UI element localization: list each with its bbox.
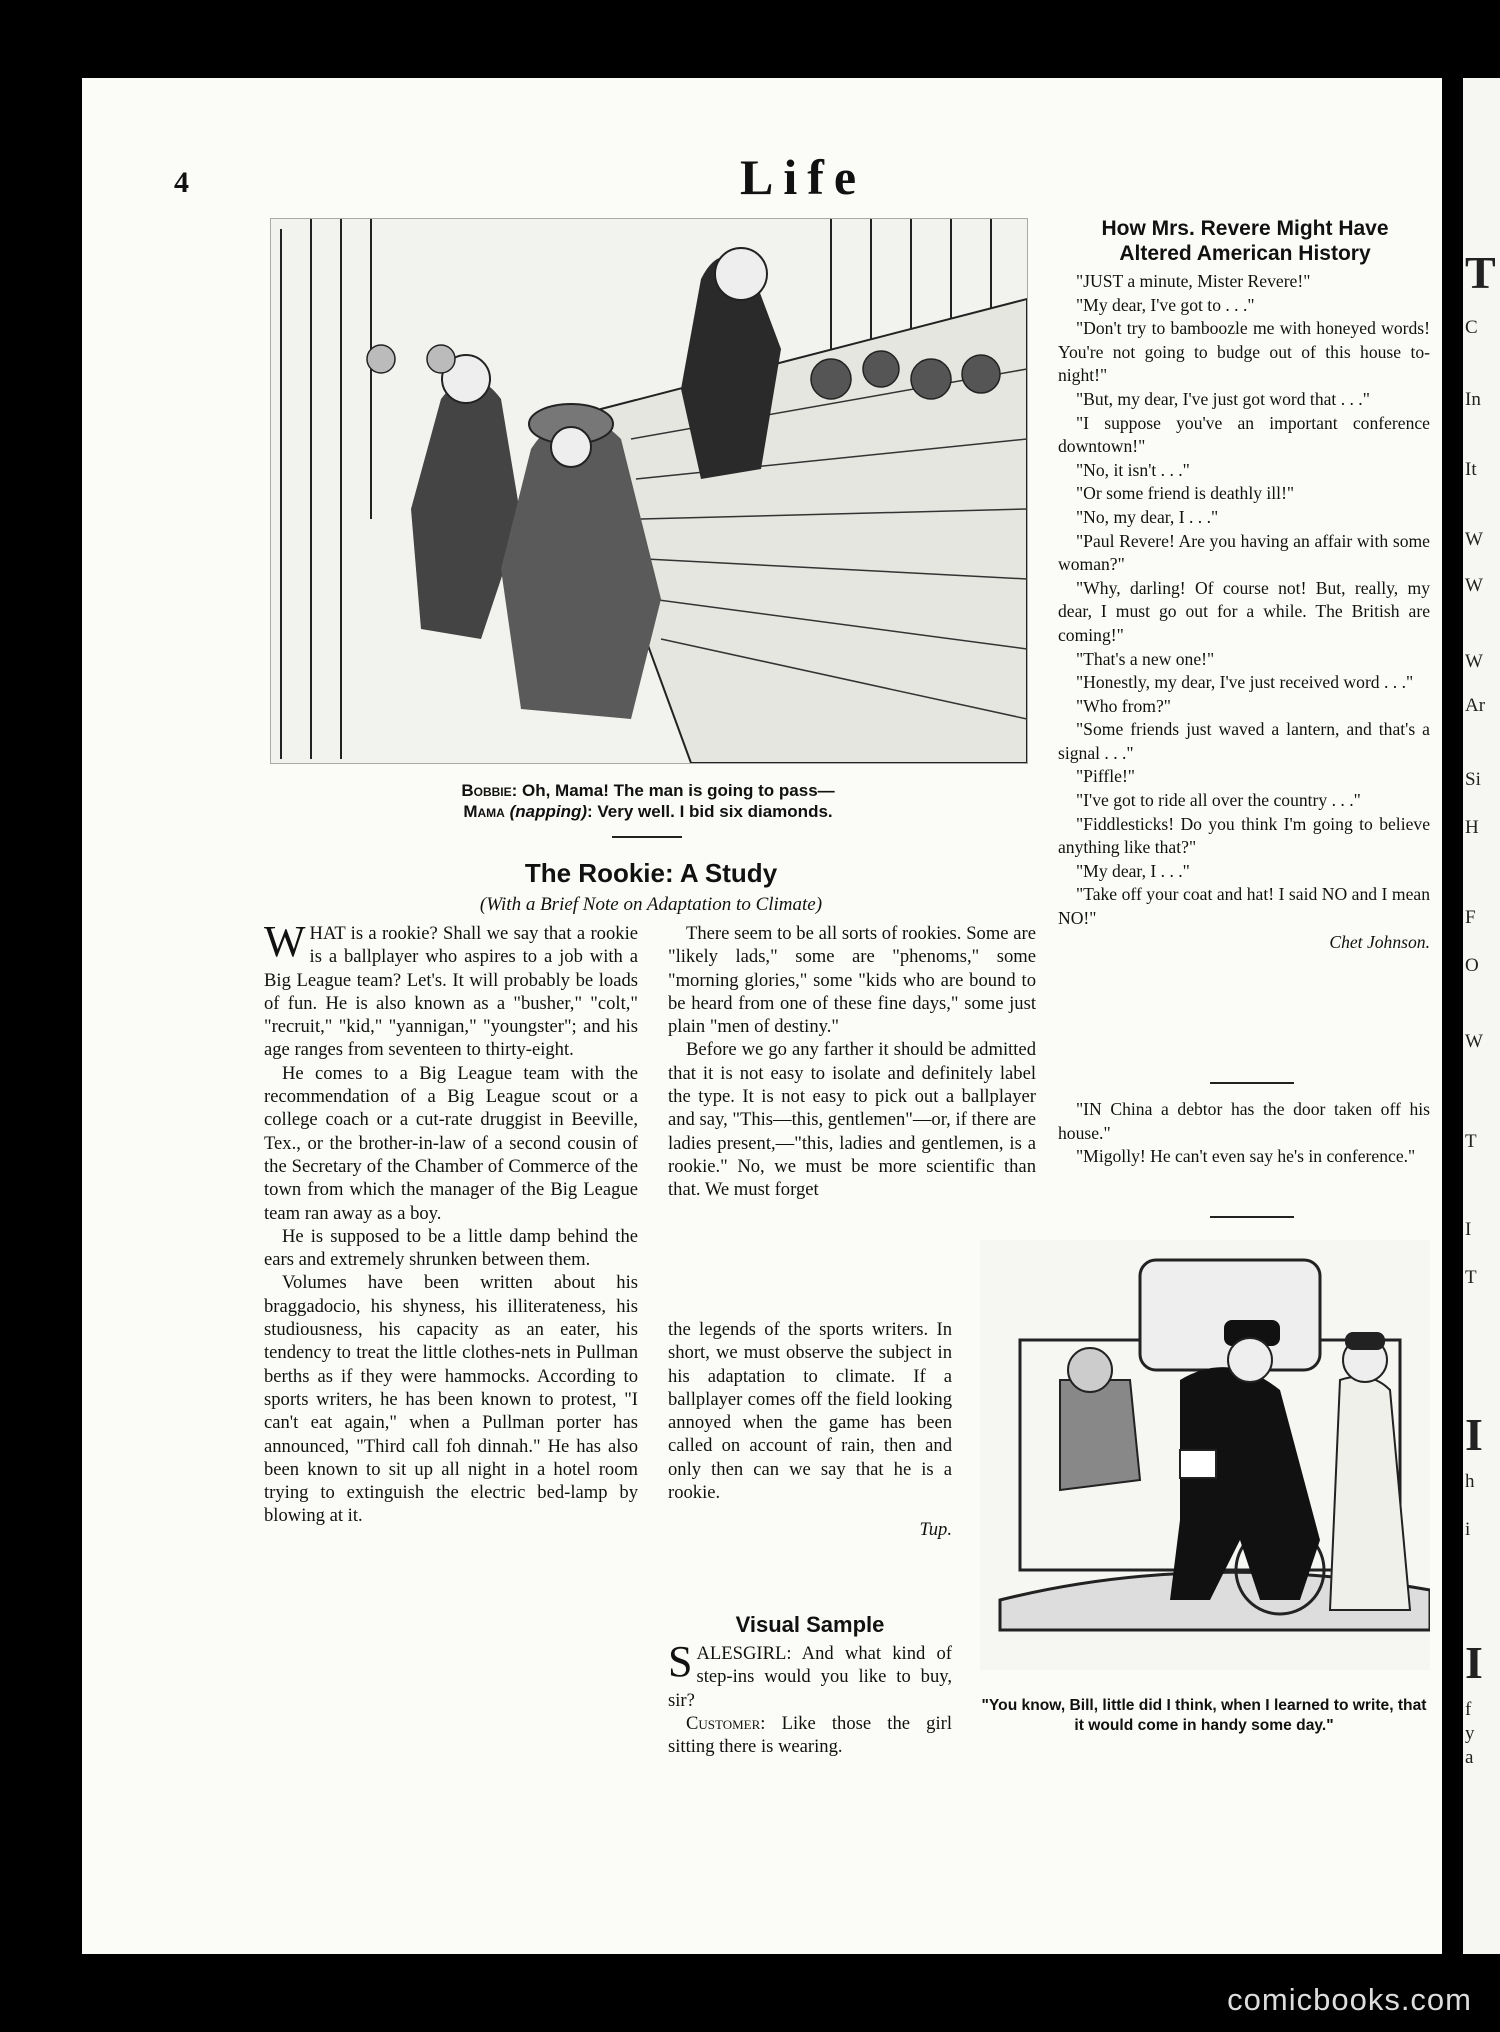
facing-page-fragment: W: [1465, 575, 1483, 596]
revere-dialogue: [1058, 270, 1430, 954]
facing-page-fragment: W: [1465, 1031, 1483, 1052]
dialogue-line: "I suppose you've an important conference downtown!": [1058, 412, 1430, 457]
caption-line-1: [270, 780, 1026, 801]
section-divider: [612, 836, 682, 838]
facing-page-fragment: F: [1465, 907, 1476, 928]
facing-page-fragment: T: [1465, 1267, 1477, 1288]
dialogue-line: "But, my dear, I've just got word that . . .": [1076, 388, 1370, 409]
rookie-signature: Tup.: [919, 1519, 952, 1541]
facing-page-fragment: C: [1465, 317, 1478, 338]
rookie-paragraph: Volumes have been written about his braggadocio, his shyness, his illiterateness, his studiousness, his capacity as an eater, his tendency to treat the little clothes-nets in Pullman berths as if they were hammocks. According to sports writers, he has been known to protest, "I can't eat again," when a Pullman porter has announced, "Third call foh dinnah." He has also been known to sit up all night in a hotel room trying to extinguish the electric bed-lamp by blowing at it.: [264, 1272, 638, 1527]
facing-page-fragment: W: [1465, 651, 1483, 672]
joke-line: "Migolly! He can't even say he's in conference.": [1076, 1146, 1416, 1167]
dialogue-line: "I've got to ride all over the country . . .": [1076, 790, 1361, 811]
facing-page-fragment: W: [1465, 529, 1483, 550]
facing-page-fragment: f: [1465, 1699, 1472, 1720]
caption-aside: (napping): [509, 802, 587, 821]
dialogue-line: "No, my dear, I . . .": [1076, 506, 1219, 527]
facing-page-edge: [1463, 78, 1500, 1954]
facing-page-fragment: a: [1465, 1747, 1474, 1768]
rookie-column-2-wrap: [668, 1318, 952, 1542]
section-divider: [1210, 1216, 1294, 1218]
magazine-title: Life: [740, 149, 867, 205]
visual-sample-line: SALESGIRL: And what kind of step-ins would you like to buy, sir?: [668, 1637, 952, 1711]
revere-title-line: Altered American History: [1119, 242, 1371, 265]
visual-sample-title: Visual Sample: [735, 1612, 885, 1637]
facing-page-fragment: O: [1465, 955, 1479, 976]
bottom-cartoon-caption: "You know, Bill, little did I think, when I learned to write, that it would come in handy some day.": [981, 1697, 1427, 1734]
facing-page-fragment: h: [1465, 1471, 1475, 1492]
revere-title-line: How Mrs. Revere Might Have: [1101, 217, 1389, 240]
facing-page-fragment: In: [1465, 389, 1481, 410]
revere-signature: Chet Johnson.: [1329, 931, 1430, 952]
caption-text: : Oh, Mama! The man is going to pass—: [511, 781, 835, 800]
drop-cap: S: [668, 1637, 693, 1686]
rookie-paragraph: Before we go any farther it should be admitted that it is not easy to isolate and definitely label the type. It is not easy to pick out a ballplayer and say, "This—this, gentlemen"—or, if there are ladies present,—"this, ladies and gentlemen, is a rookie." No, we must be more scientific than that. We must forget: [668, 1039, 1036, 1201]
caption-speaker: Mama: [463, 802, 505, 821]
dialogue-line: "Who from?": [1076, 695, 1171, 716]
caption-text: : Very well. I bid six diamonds.: [587, 802, 833, 821]
cartoon-illustration: [271, 219, 1027, 763]
dialogue-line: "Some friends just waved a lantern, and that's a signal . . .": [1058, 719, 1430, 763]
rookie-column-2: [668, 922, 1036, 1202]
rookie-subtitle: (With a Brief Note on Adaptation to Climate): [479, 894, 823, 915]
rookie-paragraph: There seem to be all sorts of rookies. Some are "likely lads," some are "phenoms," some "morning glories," some "kids who are bound to be heard from one of these fine days," some just plain "men of destiny.": [668, 923, 1036, 1038]
rookie-title: The Rookie: A Study: [524, 858, 778, 888]
facing-page-fragment: Ar: [1465, 695, 1486, 716]
church-pew-cartoon: [270, 218, 1028, 764]
section-divider: [1210, 1082, 1294, 1084]
facing-page-fragment: I: [1465, 1637, 1483, 1688]
caption-line-2: [270, 801, 1026, 822]
rookie-paragraph: He is supposed to be a little damp behind the ears and extremely shrunken between them.: [264, 1225, 638, 1271]
dialogue-line: "My dear, I've got to . . .": [1076, 294, 1255, 315]
watermark-text: comicbooks.com: [1227, 1982, 1472, 2017]
rookie-paragraph: He comes to a Big League team with the recommendation of a Big League scout or a college coach or a cut-rate druggist in Beeville, Tex., or the brother-in-law of a second cousin of the Secretary of the Chamber of Commerce of the town from which the manager of the Big League team ran away as a boy.: [264, 1062, 638, 1224]
joke-line: "IN China a debtor has the door taken off his house.": [1058, 1099, 1430, 1143]
dialogue-line: "JUST a minute, Mister Revere!": [1076, 271, 1311, 291]
dialogue-line: "Honestly, my dear, I've just received word . . .": [1076, 672, 1414, 693]
visual-sample-text: [668, 1637, 952, 1758]
rookie-paragraph: WHAT is a rookie? Shall we say that a rookie is a ballplayer who aspires to a job with a Big League team? Let's. It will probably be loads of fun. He is also known as a "busher," "colt," "recruit," "kid," "yannigan," "youngster"; and his age ranges from seventeen to thirty-eight.: [264, 917, 638, 1061]
facing-page-fragment: T: [1465, 247, 1496, 298]
china-joke: [1058, 1098, 1430, 1169]
rookie-paragraph: the legends of the sports writers. In short, we must observe the subject in his adaptation to climate. If a ballplayer comes off the field looking annoyed when the game has been called on account of rain, then and only then can we say that he is a rookie.: [668, 1319, 952, 1504]
visual-sample-line: Customer: Like those the girl sitting there is wearing.: [668, 1712, 952, 1758]
rookie-column-1: [264, 917, 638, 1528]
facing-page-fragment: Si: [1465, 769, 1481, 790]
facing-page-fragment: I: [1465, 1219, 1472, 1240]
policeman-cartoon: [980, 1240, 1430, 1670]
dialogue-line: "Piffle!": [1076, 766, 1135, 787]
cartoon-caption: [270, 780, 1026, 822]
dialogue-line: "Or some friend is deathly ill!": [1076, 483, 1295, 504]
facing-page-fragment: i: [1465, 1519, 1471, 1540]
facing-page-fragment: It: [1465, 459, 1477, 480]
cartoon-illustration: [980, 1240, 1430, 1670]
dialogue-line: "No, it isn't . . .": [1076, 459, 1190, 480]
dialogue-line: "That's a new one!": [1076, 648, 1215, 669]
facing-page-fragment: I: [1465, 1409, 1483, 1460]
facing-page-fragment: H: [1465, 817, 1479, 838]
dialogue-line: "My dear, I . . .": [1076, 860, 1190, 881]
dialogue-line: "Fiddlesticks! Do you think I'm going to believe anything like that?": [1058, 813, 1430, 858]
revere-title: [1058, 216, 1432, 266]
dialogue-line: "Take off your coat and hat! I said NO and I mean NO!": [1058, 884, 1430, 929]
facing-page-fragment: y: [1465, 1723, 1475, 1744]
dialogue-line: "Why, darling! Of course not! But, really, my dear, I must go out for a while. The British are coming!": [1058, 577, 1430, 645]
caption-speaker: Bobbie: [461, 781, 512, 800]
facing-page-fragment: T: [1465, 1131, 1477, 1152]
page-number: 4: [174, 166, 189, 199]
dialogue-line: "Don't try to bamboozle me with honeyed words! You're not going to budge out of this house to-night!": [1058, 318, 1430, 386]
dialogue-line: "Paul Revere! Are you having an affair with some woman?": [1058, 530, 1430, 575]
drop-cap: W: [264, 917, 306, 966]
